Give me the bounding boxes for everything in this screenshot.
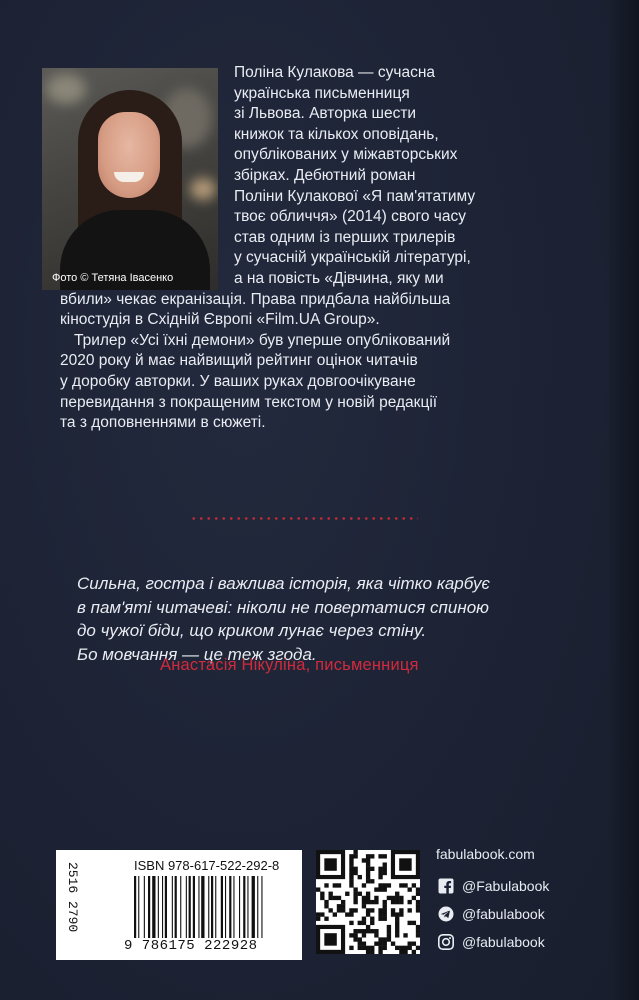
social-instagram[interactable] <box>438 934 545 950</box>
book-edge <box>609 0 639 1000</box>
bio-line: опублікованих у міжавторських <box>234 146 458 164</box>
publisher-website[interactable]: fabulabook.com <box>436 846 535 862</box>
bio-line: твоє обличчя» (2014) свого часу <box>234 208 466 226</box>
isbn-barcode <box>56 850 302 960</box>
bio-line: у сучасній українській літературі, <box>234 249 471 267</box>
quote-line: Бо мовчання — це теж згода. <box>77 644 317 664</box>
quote-line: в пам'яті читачеві: ніколи не повертатися спиною <box>77 597 489 617</box>
author-bio <box>60 63 560 434</box>
photo-credit: Фото © Тетяна Івасенко <box>52 272 174 284</box>
bio-line: у доробку авторки. У ваших руках довгоочікуване <box>60 372 416 390</box>
instagram-icon <box>438 934 454 950</box>
qr-code[interactable] <box>316 850 420 954</box>
facebook-handle: @Fabulabook <box>462 878 550 894</box>
bio-line: українська письменниця <box>234 84 410 102</box>
isbn-label: ISBN 978-617-522-292-8 <box>134 858 280 873</box>
quote-line: Сильна, гостра і важлива історія, яка чітко карбує <box>77 574 490 593</box>
bio-line: Трилер «Усі їхні демони» був уперше опублікований <box>74 331 451 349</box>
telegram-icon <box>438 906 454 922</box>
quote-author: Анастасія Нікуліна, письменниця <box>160 656 419 674</box>
barcode-bars <box>132 876 290 938</box>
ean-number: 9 786175 222928 <box>124 938 258 954</box>
bio-line: збірках. Дебютний роман <box>234 166 416 184</box>
bio-line: а на повість «Дівчина, яку ми <box>234 269 444 287</box>
bio-line: перевидання з покращеним текстом у новій редакції <box>60 393 438 411</box>
bio-line: вбили» чекає екранізація. Права придбала найбільша <box>60 290 451 308</box>
bio-line: 2020 року й має найвищий рейтинг оцінок читачів <box>60 352 418 370</box>
bio-line: та з доповненнями в сюжеті. <box>60 414 266 432</box>
dotted-divider <box>190 517 418 520</box>
social-facebook[interactable] <box>438 878 549 894</box>
bio-line: зі Львова. Авторка шести <box>234 105 417 123</box>
telegram-handle: @fabulabook <box>462 906 545 922</box>
barcode-side-number: 2516 2790 <box>65 862 80 933</box>
bio-line: Поліни Кулакової «Я пам'ятатиму <box>234 187 476 205</box>
bio-line: став одним із перших трилерів <box>234 228 456 246</box>
review-quote <box>77 572 577 666</box>
instagram-handle: @fabulabook <box>462 934 545 950</box>
bio-line: книжок та кількох оповідань, <box>234 125 439 143</box>
bio-line: кіностудія в Східній Європі «Film.UA Group». <box>60 311 380 329</box>
quote-line: до чужої біди, що криком лунає через стіну. <box>77 621 427 640</box>
bio-line: Поліна Кулакова — сучасна <box>234 64 435 81</box>
social-telegram[interactable] <box>438 906 545 922</box>
facebook-icon <box>438 878 454 894</box>
